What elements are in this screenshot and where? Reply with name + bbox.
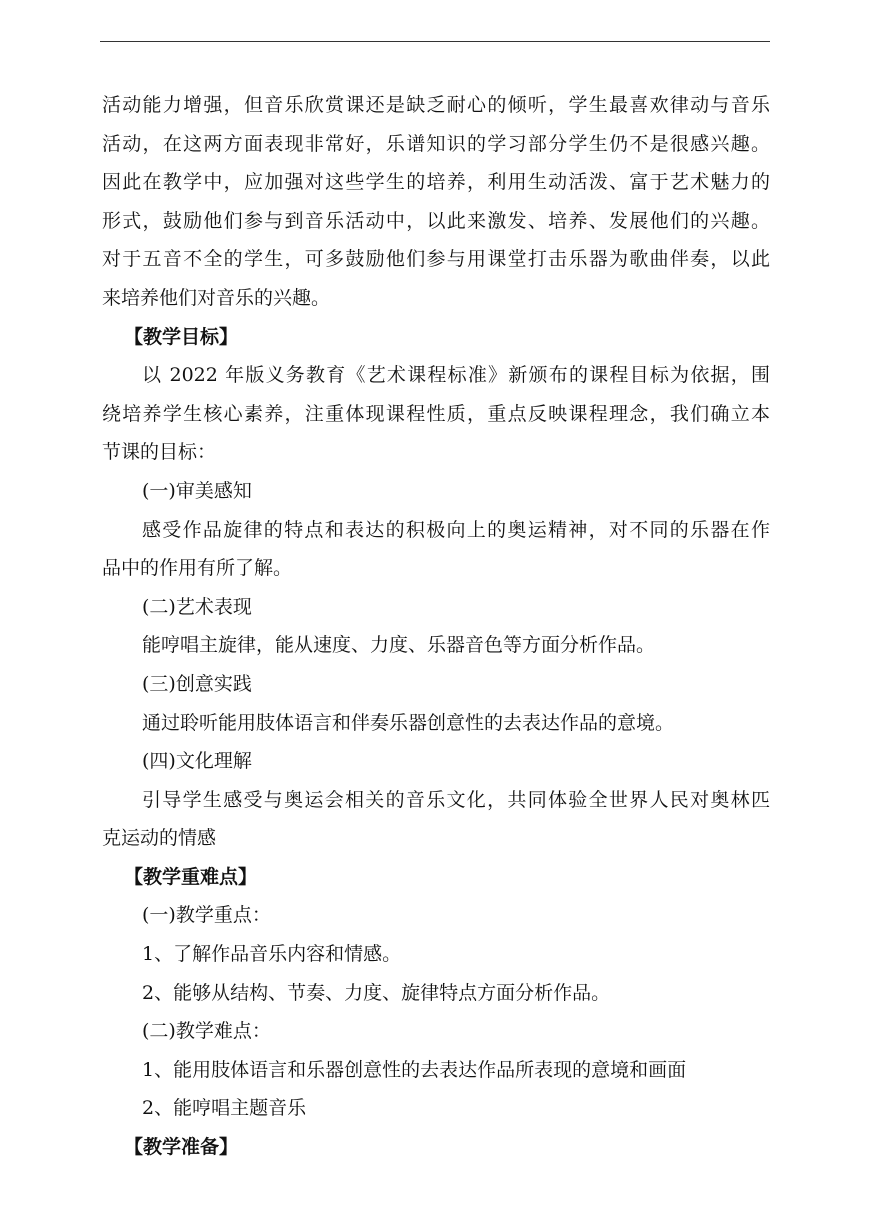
aesthetic-title: (一)审美感知 [142,479,252,502]
expression-title: (二)艺术表现 [142,595,252,618]
text-line: 引导学生感受与奥运会相关的音乐文化，共同体验全世界人民对奥林匹 [142,788,770,811]
text-line: 活动，在这两方面表现非常好，乐谱知识的学习部分学生仍不是很感兴趣。 [102,132,770,155]
difficulty-title: (二)教学难点： [142,1020,271,1043]
text-line: 克运动的情感 [102,827,217,850]
list-item: 2、能够从结构、节奏、力度、旋律特点方面分析作品。 [142,981,611,1004]
text-line: 活动能力增强，但音乐欣赏课还是缺乏耐心的倾听，学生最喜欢律动与音乐 [102,94,770,116]
text-line: 形式，鼓励他们参与到音乐活动中，以此来激发、培养、发展他们的兴趣。 [102,209,770,232]
keypoints-heading: 【教学重难点】 [124,865,258,888]
list-item: 1、能用肢体语言和乐器创意性的去表达作品所表现的意境和画面 [142,1058,687,1081]
text-line: 节课的目标： [102,441,217,464]
culture-title: (四)文化理解 [142,750,252,773]
text-line: 因此在教学中，应加强对这些学生的培养，利用生动活泼、富于艺术魅力的 [102,171,770,194]
text-line: 能哼唱主旋律，能从速度、力度、乐器音色等方面分析作品。 [142,634,656,657]
intro-paragraph [102,86,770,318]
text-line: 通过聆听能用肢体语言和伴奏乐器创意性的去表达作品的意境。 [142,711,675,734]
page-content [102,86,770,1167]
objectives-heading: 【教学目标】 [124,325,239,348]
text-line: 来培养他们对音乐的兴趣。 [102,286,331,309]
header-rule [100,41,770,42]
text-line: 对于五音不全的学生，可多鼓励他们参与用课堂打击乐器为歌曲伴奏，以此 [102,248,770,271]
text-line: 品中的作用有所了解。 [102,557,293,580]
list-item: 1、了解作品音乐内容和情感。 [142,943,402,966]
text-line: 感受作品旋律的特点和表达的积极向上的奥运精神，对不同的乐器在作 [142,518,770,541]
text-line: 以 2022 年版义务教育《艺术课程标准》新颁布的课程目标为依据，围 [142,364,770,387]
preparation-heading: 【教学准备】 [124,1136,239,1159]
objectives-intro [102,356,770,472]
list-item: 2、能哼唱主题音乐 [142,1097,307,1120]
focus-title: (一)教学重点： [142,904,271,927]
practice-title: (三)创意实践 [142,672,252,695]
text-line: 绕培养学生核心素养，注重体现课程性质，重点反映课程理念，我们确立本 [102,402,770,425]
